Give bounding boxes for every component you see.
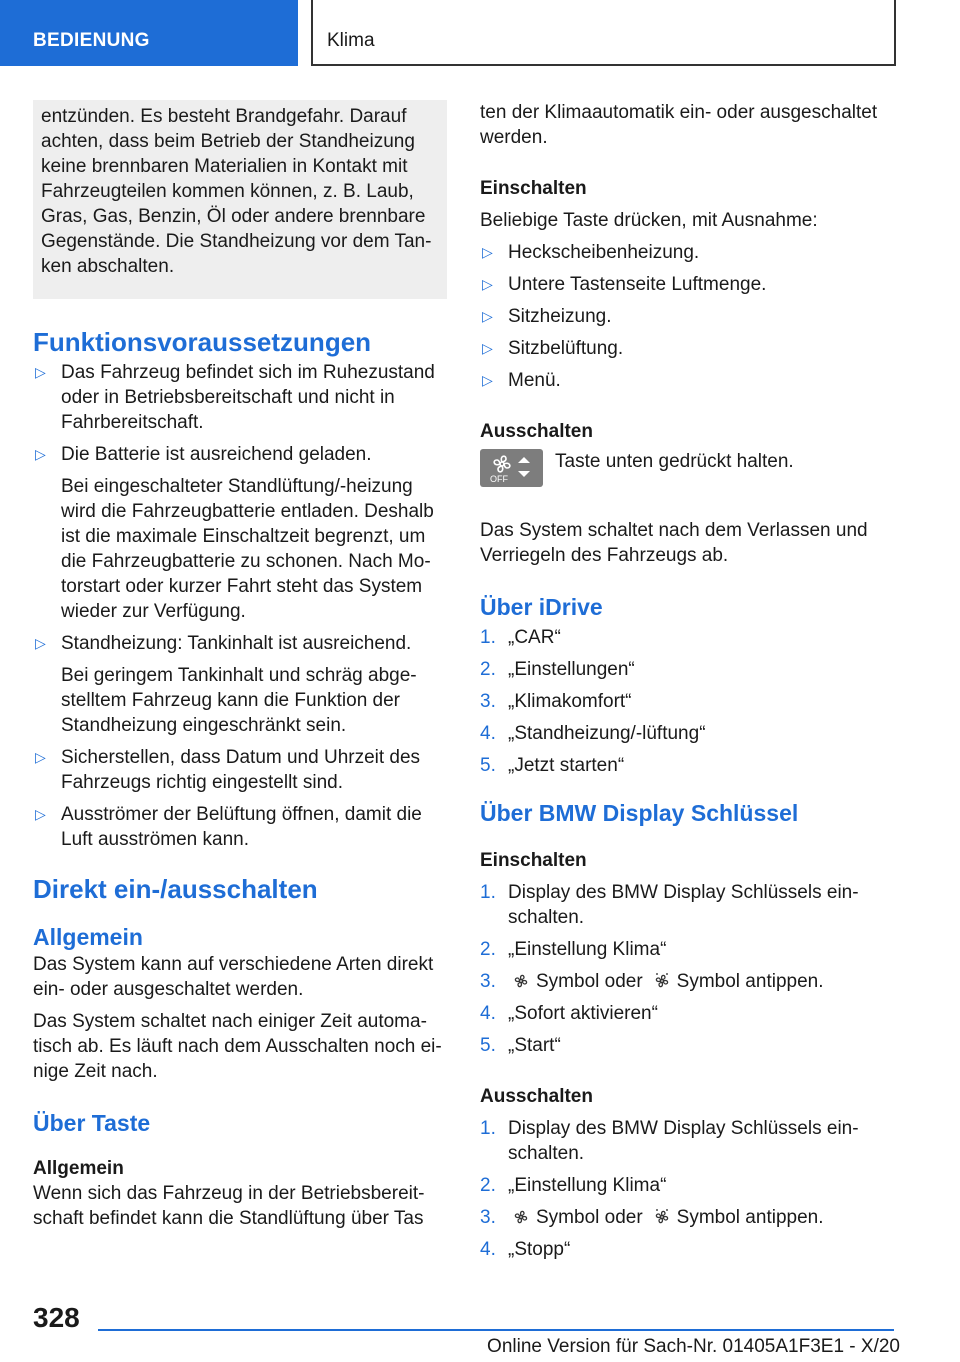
list-item: ▷ Sicherstellen, dass Datum und Uhrzeit des Fahrzeugs richtig eingestellt sind. (35, 747, 421, 793)
subheading-allgemein: Allgemein (33, 1158, 124, 1179)
fan-icon (480, 449, 543, 487)
section-tab (0, 0, 298, 66)
footer-divider (98, 1329, 894, 1331)
heading-direkt: Direkt ein-/ausschalten (33, 874, 318, 904)
list-item: ▷ Ausströmer der Belüftung öffnen, damit die Luft ausströmen kann. (35, 804, 422, 850)
list-item: ▷ Untere Tastenseite Luftmenge. (482, 274, 767, 295)
list-item: ▷ Menü. (482, 370, 561, 391)
page-number: 328 (33, 1302, 80, 1333)
einschalten-paragraph: Beliebige Taste drücken, mit Ausnahme: (480, 210, 818, 231)
list-item: 1. „CAR“ (480, 627, 561, 648)
allgemein-paragraph-1: Das System kann auf verschiedene Arten direkt ein- oder ausgeschaltet werden. (33, 954, 434, 1000)
triangle-bullet-icon: ▷ (35, 806, 46, 822)
prerequisite-list (33, 360, 447, 852)
list-item: 4. „Standheizung/-lüftung“ (480, 723, 706, 744)
allgemein-paragraph-2: Das System schaltet nach einiger Zeit automatisch ab. Es läuft nach dem Ausschalten noch einige Zeit nach. (33, 1011, 442, 1082)
list-item: 1. Display des BMW Display Schlüssels einschalten. (480, 1118, 859, 1164)
list-item: 4. „Sofort aktivieren“ (480, 1003, 658, 1024)
key-off-steps (480, 1116, 900, 1262)
idrive-steps (480, 625, 900, 778)
left-column (33, 100, 447, 1231)
exception-list (480, 240, 900, 393)
warning-box (33, 100, 447, 299)
right-column (480, 100, 900, 1262)
heat-fan-icon (653, 972, 671, 990)
triangle-bullet-icon: ▷ (482, 276, 493, 292)
fan-icon (512, 1208, 530, 1226)
triangle-bullet-icon: ▷ (35, 446, 46, 462)
subheading-key-einschalten: Einschalten (480, 850, 587, 871)
triangle-bullet-icon: ▷ (35, 364, 46, 380)
subheading-ausschalten: Ausschalten (480, 421, 593, 442)
key-on-steps (480, 880, 900, 1058)
fan-icon (512, 972, 530, 990)
list-item: 2. „Einstellungen“ (480, 659, 635, 680)
heading-ueber-taste: Über Taste (33, 1110, 151, 1136)
list-item: 3. Symbol oder Symbol antippen. (480, 971, 824, 992)
svg-text:OFF: OFF (490, 474, 508, 484)
list-item: 3. „Klimakomfort“ (480, 691, 632, 712)
triangle-bullet-icon: ▷ (35, 749, 46, 765)
ausschalten-paragraph: Taste unten gedrückt halten. (555, 451, 794, 472)
heat-fan-icon (653, 1208, 671, 1226)
warning-text: entzünden. Es besteht Brandgefahr. Darauf achten, dass beim Betrieb der Standheizung keine brennbaren Materialien in Kontakt mit Fahrzeugteilen kommen können, z. B. Laub, Gras, Gas, Benzin, Öl oder andere brennbare Gegenstände. Die Standheizung vor dem Tanken abschalten. (41, 106, 432, 277)
list-item: ▷ Heckscheibenheizung. (482, 242, 700, 263)
continued-paragraph: ten der Klimaautomatik ein- oder ausgeschaltet werden. (480, 102, 878, 148)
list-item: ▷ Standheizung: Tankinhalt ist ausreichend. Bei geringem Tankinhalt und schräg abgestelltem Fahrzeug kann die Funktion der Standheizung eingeschränkt sein. (35, 633, 417, 736)
heading-allgemein: Allgemein (33, 924, 143, 950)
list-item: ▷ Das Fahrzeug befindet sich im Ruhezustand oder in Betriebsbereitschaft und nicht in Fahrbereitschaft. (35, 362, 435, 433)
triangle-bullet-icon: ▷ (35, 635, 46, 651)
subheading-key-ausschalten: Ausschalten (480, 1086, 593, 1107)
heading-ueber-idrive: Über iDrive (480, 594, 603, 620)
list-item: ▷ Die Batterie ist ausreichend geladen. Bei eingeschalteter Standlüftung/-heizung wird die Fahrzeugbatterie entladen. Deshalb ist die maximale Einschaltzeit begrenzt, um die Fahrzeugbatterie zu schonen. Nach Motorstart oder kurzer Fahrt steht das System wieder zur Verfügung. (35, 444, 434, 622)
triangle-bullet-icon: ▷ (482, 372, 493, 388)
heading-funktionsvoraussetzungen: Funktionsvoraussetzungen (33, 327, 372, 357)
footer-version-text: Online Version für Sach-Nr. 01405A1F3E1 - X/20 (487, 1336, 900, 1357)
section-title: BEDIENUNG (33, 30, 150, 51)
triangle-bullet-icon: ▷ (482, 244, 493, 260)
list-item: 1. Display des BMW Display Schlüssels einschalten. (480, 882, 859, 928)
off-button-row (480, 449, 900, 493)
chapter-header (311, 0, 896, 66)
subheading-einschalten: Einschalten (480, 178, 587, 199)
triangle-bullet-icon: ▷ (482, 340, 493, 356)
list-item: 5. „Jetzt starten“ (480, 755, 625, 776)
triangle-bullet-icon: ▷ (482, 308, 493, 324)
list-item: 4. „Stopp“ (480, 1239, 571, 1260)
list-item: 2. „Einstellung Klima“ (480, 939, 667, 960)
list-item: ▷ Sitzbelüftung. (482, 338, 624, 359)
fan-off-button-icon (480, 449, 543, 487)
chapter-title: Klima (327, 30, 375, 51)
list-item: 2. „Einstellung Klima“ (480, 1175, 667, 1196)
system-paragraph: Das System schaltet nach dem Verlassen und Verriegeln des Fahrzeugs ab. (480, 520, 868, 566)
list-item: 5. „Start“ (480, 1035, 561, 1056)
list-item: ▷ Sitzheizung. (482, 306, 612, 327)
list-item: 3. Symbol oder Symbol antippen. (480, 1207, 824, 1228)
heading-bmw-display-key: Über BMW Display Schlüssel (480, 800, 799, 826)
taste-paragraph: Wenn sich das Fahrzeug in der Betriebsbereitschaft befindet kann die Standlüftung über Tas (33, 1183, 425, 1229)
